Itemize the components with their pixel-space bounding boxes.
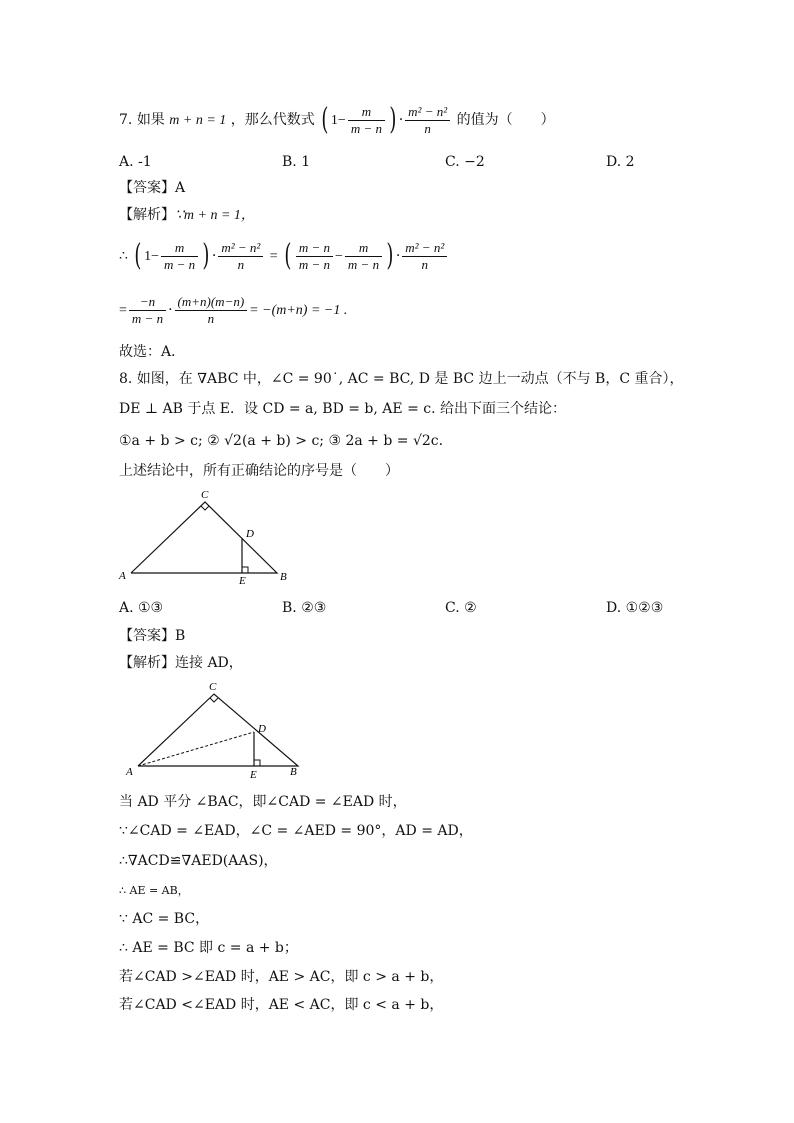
step2-frac-b-den: n [207, 310, 215, 326]
step1-frac-c-den: m − n [298, 256, 331, 272]
q7-fraction-2 [405, 104, 450, 137]
label-e: E [250, 769, 257, 781]
dot: · [168, 302, 173, 318]
q8-option-c: C. ② [445, 600, 477, 616]
step1-frac-e-num: m² − n² [402, 240, 447, 257]
right-paren: ) [202, 238, 210, 273]
right-angle-mark-c [210, 698, 218, 702]
q7-fraction-1-den: m − n [350, 120, 382, 136]
right-angle-mark-e [242, 567, 248, 573]
q8-answer-value: B [175, 628, 186, 644]
q8-answer [119, 627, 185, 645]
q8-answer-tag: 【答案】 [119, 628, 175, 644]
q7-condition: m + n = 1 [169, 113, 227, 128]
step1-one-minus: 1− [144, 249, 159, 264]
step1-frac-b [218, 240, 263, 273]
q8-analysis-line-8: 若∠CAD <∠EAD 时，AE < AC，即 c < a + b， [119, 997, 444, 1013]
q8-analysis-line-2: ∵∠CAD = ∠EAD，∠C = ∠AED = 90°，AD = AD， [119, 823, 473, 839]
label-e: E [239, 575, 246, 585]
q7-answer [119, 179, 185, 197]
left-paren: ( [284, 238, 292, 273]
right-paren: ) [389, 102, 397, 137]
label-c: C [201, 489, 209, 501]
q7-choice: 故选：A． [119, 344, 186, 360]
q8-analysis-line-5: ∵ AC = BC， [119, 911, 210, 927]
step1-frac-d-num: m [345, 240, 382, 257]
q8-analysis-line-7: 若∠CAD >∠EAD 时，AE > AC，即 c > a + b， [119, 969, 444, 985]
q7-step-1 [119, 236, 449, 277]
dot: · [398, 112, 404, 128]
step1-frac-c-num: m − n [296, 240, 333, 257]
q7-number: 7. [119, 112, 133, 128]
q7-option-a: A. -1 [119, 154, 152, 170]
q7-analysis-tag: 【解析】 [119, 207, 175, 223]
q8-option-d: D. ①②③ [606, 600, 664, 616]
q7-stem-end: 的值为（ ） [456, 112, 555, 128]
q8-analysis-figure [122, 678, 307, 783]
q8-analysis-intro [119, 654, 243, 672]
q8-analysis-line-4: ∴ AE = AB， [119, 884, 189, 897]
label-a: A [119, 570, 126, 582]
right-angle-mark-e [254, 760, 260, 766]
step1-frac-e-den: n [421, 256, 428, 272]
label-d: D [246, 528, 254, 540]
step2-frac-a-den: m − n [131, 310, 164, 326]
triangle-abc [138, 694, 298, 766]
step1-frac-a [161, 240, 198, 273]
q7-stem [119, 102, 555, 139]
q8-triangle-figure [115, 485, 295, 585]
q8-analysis-line-1: 当 AD 平分 ∠BAC，即∠CAD = ∠EAD 时， [119, 794, 407, 810]
step1-frac-b-num: m² − n² [218, 240, 263, 257]
q7-fraction-2-den: n [424, 120, 431, 136]
step1-frac-c [296, 240, 333, 273]
step2-frac-a [129, 294, 166, 327]
q7-stem-mid: ，那么代数式 [230, 112, 315, 128]
q7-option-d: D. 2 [606, 154, 635, 170]
right-angle-mark-c [201, 506, 209, 510]
q7-analysis-cond: ∵m + n = 1， [175, 208, 255, 223]
equals-sign: = [119, 303, 127, 318]
q7-one-minus: 1− [330, 113, 346, 128]
step2-frac-a-num: −n [129, 294, 166, 311]
therefore-symbol: ∴ [119, 248, 128, 264]
q8-question: 上述结论中，所有正确结论的序号是（ ） [119, 463, 399, 479]
q7-step-2 [119, 290, 347, 331]
right-paren: ) [386, 238, 394, 273]
step2-frac-b [175, 294, 248, 327]
q8-conclusions: ①a + b > c; ② √2(a + b) > c; ③ 2a + b = √2c. [119, 433, 444, 449]
q7-fraction-1-num: m [348, 104, 385, 121]
step1-frac-a-num: m [161, 240, 198, 257]
step1-frac-b-den: n [237, 256, 245, 272]
step1-frac-d-den: m − n [347, 256, 380, 272]
label-a: A [126, 766, 133, 778]
q7-answer-value: A [175, 180, 186, 196]
label-c: C [209, 681, 217, 693]
q7-analysis-intro [119, 206, 255, 225]
q7-stem-text: 如果 [136, 112, 165, 128]
q7-option-b: B. 1 [282, 154, 311, 170]
minus-sign: − [335, 249, 343, 264]
q8-analysis-text: 连接 AD， [175, 655, 243, 671]
step1-frac-d [345, 240, 382, 273]
q7-answer-tag: 【答案】 [119, 180, 175, 196]
step1-frac-a-den: m − n [164, 256, 196, 272]
triangle-abc [131, 502, 277, 573]
q8-option-b: B. ②③ [282, 600, 327, 616]
step2-frac-b-num: (m+n)(m−n) [175, 294, 248, 311]
q8-analysis-line-6: ∴ AE = BC 即 c = a + b； [119, 940, 298, 956]
q7-option-c: C. −2 [445, 154, 485, 170]
label-b: B [290, 766, 297, 778]
label-b: B [280, 571, 287, 583]
q8-stem-line-1: 8. 如图，在 ∇ABC 中，∠C = 90˙, AC = BC, D 是 BC 边上一动点（不与 B，C 重合）， [119, 371, 684, 387]
left-paren: ( [321, 102, 329, 137]
q8-analysis-tag: 【解析】 [119, 655, 175, 671]
q8-analysis-line-3: ∴∇ACD≌∇AED(AAS)， [119, 853, 278, 869]
q8-stem-line-2: DE ⊥ AB 于点 E．设 CD = a, BD = b, AE = c. 给出下面三个结论： [119, 401, 567, 417]
q7-fraction-2-num: m² − n² [405, 104, 450, 121]
left-paren: ( [134, 238, 142, 273]
q8-option-a: A. ①③ [119, 600, 164, 616]
q7-fraction-1 [348, 104, 385, 137]
step1-frac-e [402, 240, 447, 273]
step2-result: = −(m+n) = −1 . [249, 303, 348, 318]
equals-sign: = [269, 249, 278, 264]
dot: · [395, 248, 401, 264]
dot: · [211, 248, 217, 264]
label-d: D [258, 723, 266, 735]
